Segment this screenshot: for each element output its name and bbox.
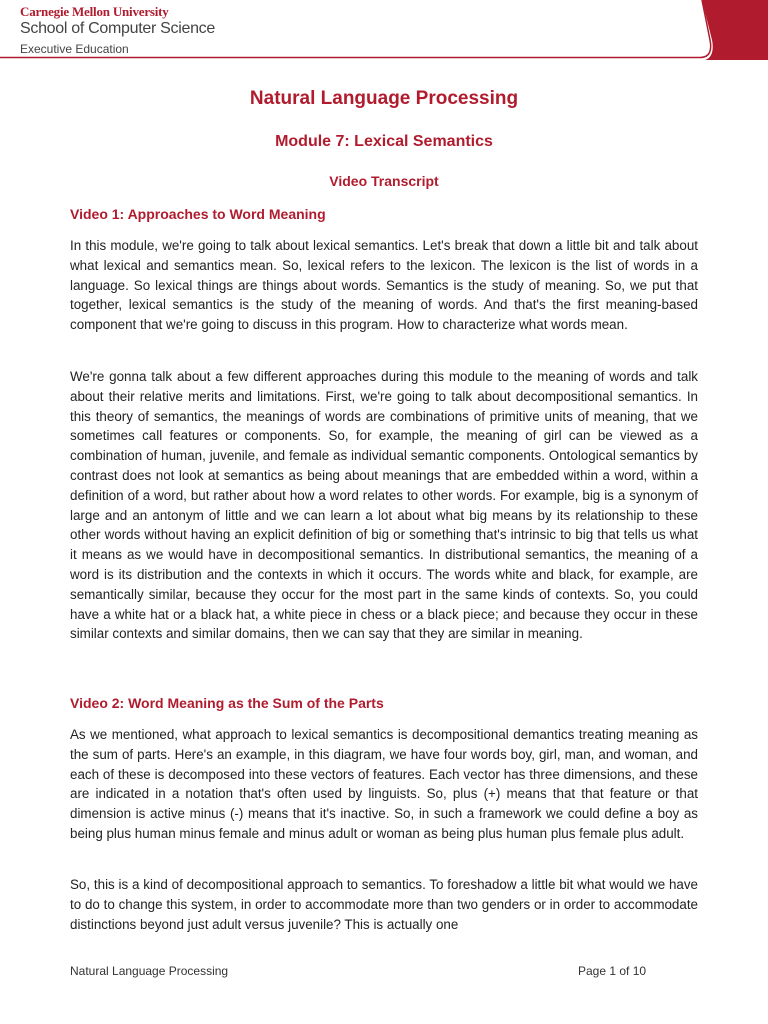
school-name: School of Computer Science [20, 20, 215, 37]
module-title: Module 7: Lexical Semantics [275, 133, 493, 150]
paragraph: As we mentioned, what approach to lexical semantics is decompositional demantics treating meaning as the sum of parts. Here's an example, in this diagram, we have four words boy, girl, man, and woman, and each of these is decomposed into these vectors of features. Each vector has three dimensions, and these are indicated in a notation that's often used by linguists. So, plus (+) means that that feature or that dimension is active minus (-) means that it's inactive. So, in such a framework we could define a boy as being plus human minus female and minus adult or woman as being plus human plus female plus adult. [70, 727, 698, 841]
footer-page-number: Page 1 of 10 [578, 964, 647, 978]
university-name: Carnegie Mellon University [20, 4, 169, 19]
paragraph: In this module, we're going to talk about lexical semantics. Let's break that down a little bit and talk about what lexical and semantics mean. So, lexical refers to the lexicon. The lexicon is the list of words in a language. So lexical things are things about words. Semantics is the study of meaning. So, we put that together, lexical semantics is the study of the meaning of words. And that's the first meaning-based component that we're going to discuss in this program. How to characterize what words mean. [70, 238, 698, 333]
section-heading-video-1: Video 1: Approaches to Word Meaning [70, 206, 326, 222]
paragraph: So, this is a kind of decompositional approach to semantics. To foreshadow a little bit what would we have to do to change this system, in order to accommodate more than two genders or in order to accommodate distinctions beyond just adult versus juvenile? This is actually one [70, 877, 698, 932]
course-title: Natural Language Processing [249, 88, 519, 109]
unit-name: Executive Education [20, 42, 129, 56]
document-type: Video Transcript [329, 173, 439, 189]
section-heading-video-2: Video 2: Word Meaning as the Sum of the Parts [70, 695, 384, 711]
paragraph: We're gonna talk about a few different approaches during this module to the meaning of words and talk about their relative merits and limitations. First, we're going to talk about decompositional semantics. In this theory of semantics, the meanings of words are combinations of primitive units of meaning, that we sometimes call features or components. So, for example, the meaning of girl can be viewed as a combination of human, juvenile, and female as individual semantic components. Ontological semantics by contrast does not look at semantics as being about meanings that are embedded within a word, within a definition of a word, but rather about how a word relates to other words. For example, big is a synonym of large and an antonym of little and we can learn a lot about what big means by its relationship to these other words without having an explicit definition of big or something that's intrinsic to big that tells us what it means as we would have in decompositional semantics. In distributional semantics, the meaning of a word is its distribution and the contexts in which it occurs. The words white and black, for example, are semantically similar, because they occur for the most part in the same kinds of contexts. So, you could have a white hat or a black hat, a white piece in chess or a black piece; and because they occur in these similar contexts and similar domains, then we can say that they are similar in meaning. [70, 369, 698, 642]
page-header [0, 0, 768, 60]
footer-document-title: Natural Language Processing [70, 964, 229, 978]
